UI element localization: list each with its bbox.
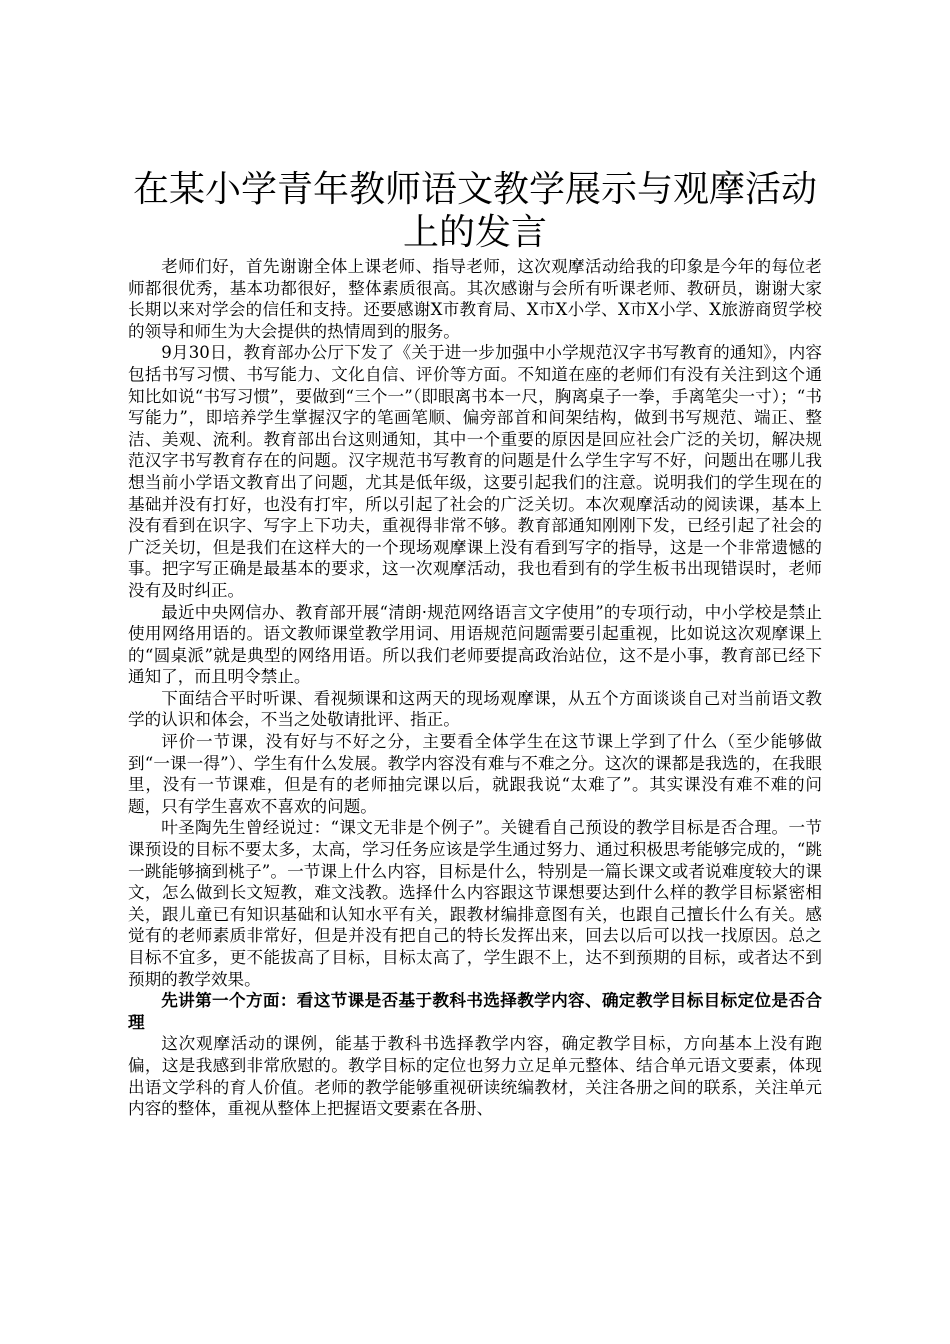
paragraph-first-aspect-body: 这次观摩活动的课例，能基于教科书选择教学内容，确定教学目标，方向基本上没有跑偏，这是我感到非常欣慰的。教学目标的定位也努力立足单元整体、结合单元语文要素，体现出语文学科的育人价值。老师的教学能够重视研读统编教材，关注各册之间的联系，关注单元内容的整体，重视从整体上把握语文要素在各册、 [128, 1034, 822, 1119]
paragraph-network-language: 最近中央网信办、教育部开展“清朗·规范网络语言文字使用”的专项行动，中小学校是禁止使用网络用语的。语文教师课堂教学用词、用语规范问题需要引起重视，比如说这次观摩课上的“圆桌派”就是典型的网络用语。所以我们老师要提高政治站位，这不是小事，教育部已经下通知了，而且明令禁止。 [128, 602, 822, 687]
paragraph-five-aspects: 下面结合平时听课、看视频课和这两天的现场观摩课，从五个方面谈谈自己对当前语文教学的认识和体会，不当之处敬请批评、指正。 [128, 688, 822, 730]
document-title: 在某小学青年教师语文教学展示与观摩活动上的发言 [132, 169, 817, 253]
paragraph-evaluating-lesson: 评价一节课，没有好与不好之分，主要看全体学生在这节课上学到了什么（至少能够做到“一课一得”）、学生有什么发展。教学内容没有难与不难之分。这次的课都是我选的，在我眼里，没有一节课难，但是有的老师抽完课以后，就跟我说“太难了”。其实课没有难不难的问题，只有学生喜欢不喜欢的问题。 [128, 732, 822, 816]
paragraph-writing-notice: 9月30日，教育部办公厅下发了《关于进一步加强中小学规范汉字书写教育的通知》，内容包括书写习惯、书写能力、文化自信、评价等方面。不知道在座的老师们有没有关注到这个通知比如说“书写习惯”，要做到“三个一”（即眼离书本一尺，胸离桌子一拳，手离笔尖一寸）；“书写能力”，即培养学生掌握汉字的笔画笔顺、偏旁部首和间架结构，做到书写规范、端正、整洁、美观、流利。教育部出台这则通知，其中一个重要的原因是回应社会广泛的关切，解决规范汉字书写教育存在的问题。汉字规范书写教育的问题是什么学生字写不好，问题出在哪儿我想当前小学语文教育出了问题，尤其是低年级，这要引起我们的注意。说明我们的学生现在的基础并没有打好，也没有打牢，所以引起了社会的广泛关切。本次观摩活动的阅读课，基本上没有看到在识字、写字上下功夫，重视得非常不够。教育部通知刚刚下发，已经引起了社会的广泛关切，但是我们在这样大的一个现场观摩课上没有看到写字的指导，这是一个非常遗憾的事。把字写正确是最基本的要求，这一次观摩活动，我也看到有的学生板书出现错误时，老师没有及时纠正。 [128, 343, 822, 600]
section-heading-first-aspect: 先讲第一个方面：看这节课是否基于教科书选择教学内容、确定教学目标目标定位是否合理 [128, 990, 822, 1032]
paragraph-teaching-goals: 叶圣陶先生曾经说过：“课文无非是个例子”。关键看自己预设的教学目标是否合理。一节课预设的目标不要太多，太高，学习任务应该是学生通过努力、通过积极思考能够完成的，“跳一跳能够摘到桃子”。一节课上什么内容，目标是什么，特别是一篇长课文或者说难度较大的课文，怎么做到长文短教，难文浅教。选择什么内容跟这节课想要达到什么样的教学目标紧密相关，跟儿童已有知识基础和认知水平有关，跟教材编排意图有关，也跟自己擅长什么有关。感觉有的老师素质非常好，但是并没有把自己的特长发挥出来，回去以后可以找一找原因。总之目标不宜多，更不能拔高了目标，目标太高了，学生跟不上，达不到预期的目标，或者达不到预期的教学效果。 [128, 818, 822, 989]
paragraph-greeting: 老师们好，首先谢谢全体上课老师、指导老师，这次观摩活动给我的印象是今年的每位老师都很优秀，基本功都很好，整体素质很高。其次感谢与会所有听课老师、教研员，谢谢大家长期以来对学会的信任和支持。还要感谢X市教育局、X市X小学、X市X小学、X旅游商贸学校的领导和师生为大会提供的热情周到的服务。 [128, 257, 822, 341]
document-page [128, 168, 822, 1120]
document-body [128, 256, 822, 1120]
